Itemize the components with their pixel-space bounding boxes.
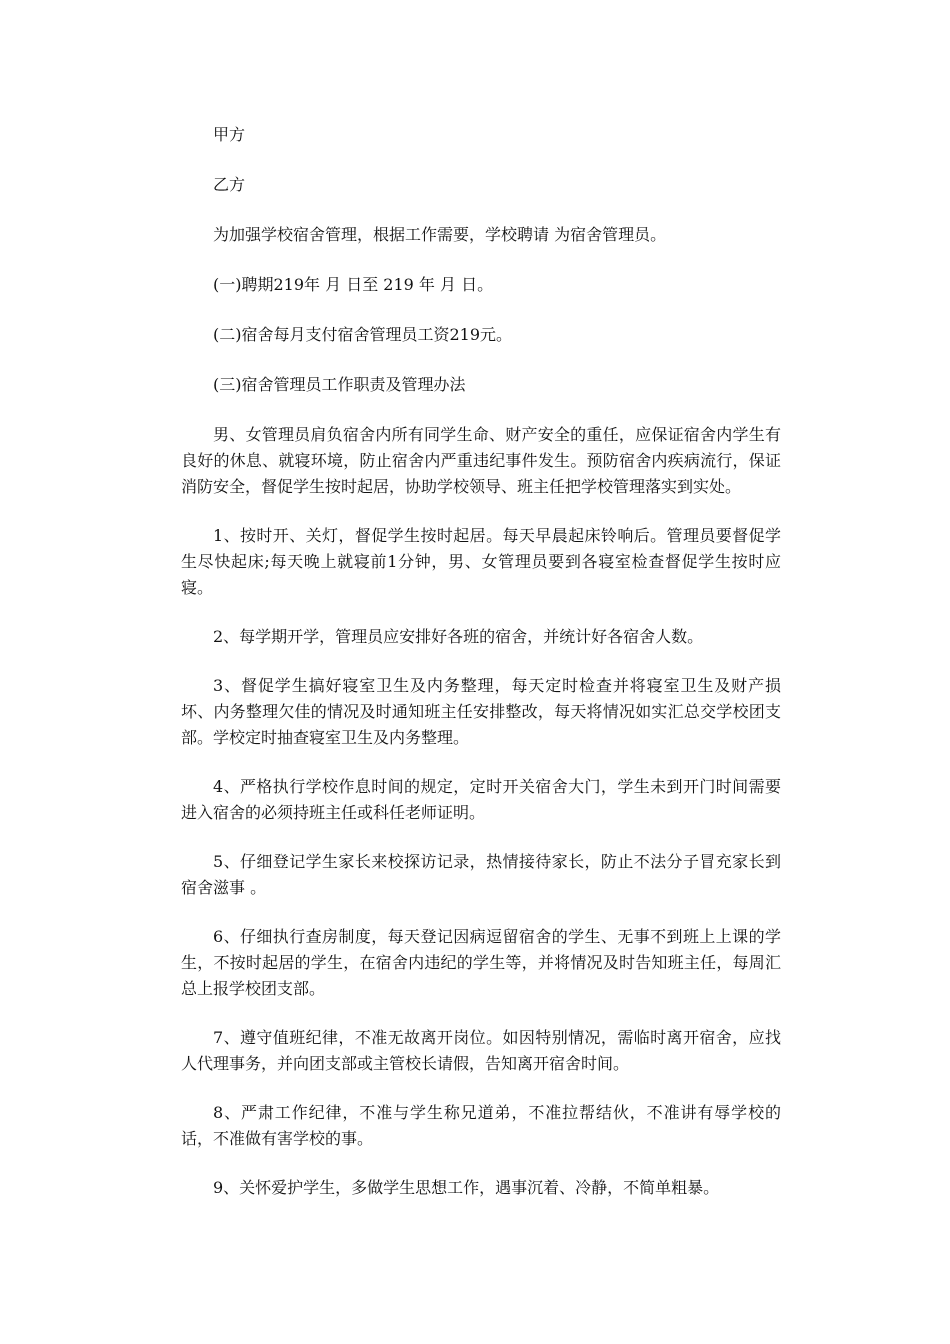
duties-overview-paragraph: 男、女管理员肩负宿舍内所有同学生命、财产安全的重任，应保证宿舍内学生有良好的休息、就寝环境，防止宿舍内严重违纪事件发生。预防宿舍内疾病流行，保证消防安全，督促学生按时起居，协助学校领导、班主任把学校管理落实到实处。	[181, 425, 781, 496]
duty-item-8: 8、严肃工作纪律，不准与学生称兄道弟，不准拉帮结伙，不准讲有辱学校的话，不准做有害学校的事。	[181, 1103, 781, 1148]
duty-item-9: 9、关怀爱护学生，多做学生思想工作，遇事沉着、冷静，不简单粗暴。	[213, 1178, 720, 1197]
duty-item-2: 2、每学期开学，管理员应安排好各班的宿舍，并统计好各宿舍人数。	[213, 627, 704, 646]
duty-item-1: 1、按时开、关灯，督促学生按时起居。每天早晨起床铃响后。管理员要督促学生尽快起床;每天晚上就寝前1分钟，男、女管理员要到各寝室检查督促学生按时应寝。	[181, 526, 781, 597]
duty-item-3: 3、督促学生搞好寝室卫生及内务整理，每天定时检查并将寝室卫生及财产损坏、内务整理欠佳的情况及时通知班主任安排整改，每天将情况如实汇总交学校团支部。学校定时抽查寝室卫生及内务整理。	[181, 676, 781, 747]
duties-heading: (三)宿舍管理员工作职责及管理办法	[213, 375, 466, 394]
party-b-label: 乙方	[213, 175, 246, 194]
document-page	[181, 122, 781, 1201]
duty-item-7: 7、遵守值班纪律，不准无故离开岗位。如因特别情况，需临时离开宿舍，应找人代理事务，并向团支部或主管校长请假，告知离开宿舍时间。	[181, 1028, 781, 1073]
salary-clause: (二)宿舍每月支付宿舍管理员工资219元。	[213, 325, 513, 344]
party-a-label: 甲方	[213, 125, 246, 144]
duty-item-4: 4、严格执行学校作息时间的规定，定时开关宿舍大门，学生未到开门时间需要进入宿舍的必须持班主任或科任老师证明。	[181, 777, 781, 822]
duty-item-5: 5、仔细登记学生家长来校探访记录，热情接待家长，防止不法分子冒充家长到宿舍滋事 。	[181, 852, 781, 897]
intro-paragraph: 为加强学校宿舍管理，根据工作需要，学校聘请 为宿舍管理员。	[213, 225, 667, 244]
term-clause: (一)聘期219年 月 日至 219 年 月 日。	[213, 275, 494, 294]
duty-item-6: 6、仔细执行查房制度，每天登记因病逗留宿舍的学生、无事不到班上上课的学生，不按时起居的学生，在宿舍内违纪的学生等，并将情况及时告知班主任，每周汇总上报学校团支部。	[181, 927, 781, 998]
